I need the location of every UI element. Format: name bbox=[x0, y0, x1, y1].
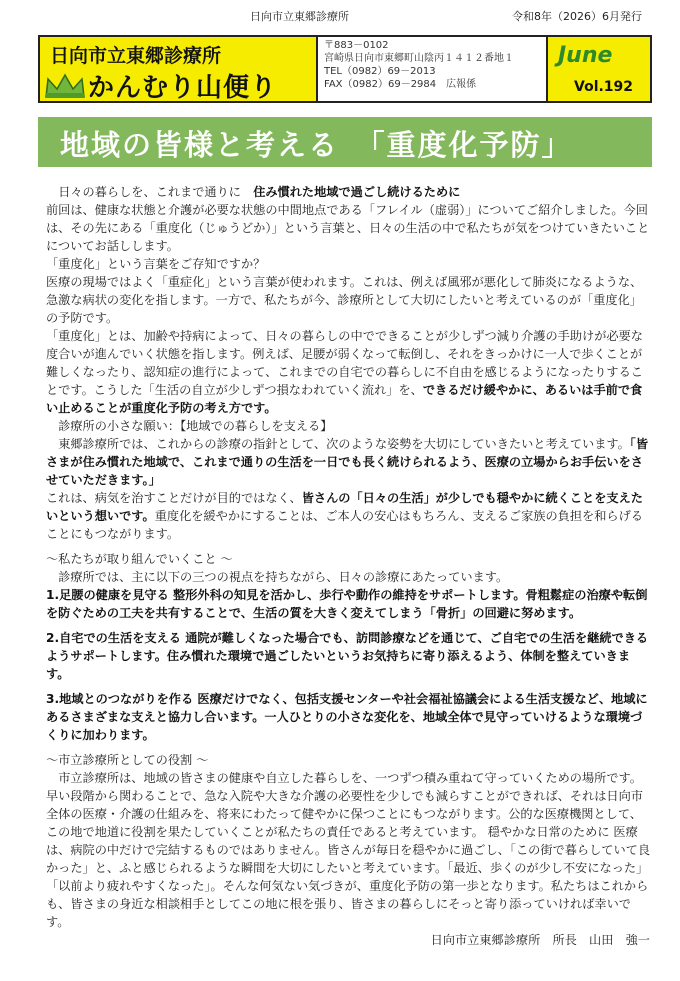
article-body bbox=[46, 183, 650, 949]
paragraph bbox=[46, 327, 650, 417]
top-clinic-name: 日向市立東郷診療所 bbox=[250, 10, 349, 23]
list-item: 3.地域とのつながりを作る 医療だけでなく、包括支援センターや社会福祉協議会による生活支援など、地域にあるさまざまな支えと協力し合います。一人ひとりの小さな変化を、地域全体で見守っていけるような環境づくりに加わります。 bbox=[46, 692, 648, 742]
brand-box bbox=[38, 35, 318, 103]
paragraph: 前回は、健康な状態と介護が必要な状態の中間地点である「フレイル（虚弱）」についてご紹介しました。今回は、その先にある「重度化（じゅうどか）」という言葉と、日々の生活の中で私たちが気をつけていきたいことについてお話しします。 bbox=[46, 203, 650, 253]
headline-title: 地域の皆様と考える 「重度化予防」 bbox=[60, 128, 573, 162]
issue-box bbox=[548, 35, 652, 103]
list-item: 1.足腰の健康を見守る 整形外科の知見を活かし、歩行や動作の維持をサポートします。骨粗鬆症の治療や転倒を防ぐための工夫を共有することで、生活の質を大きく変えてしまう「骨折」の回避に努めます。 bbox=[46, 588, 648, 620]
contact-tel: TEL（0982）69－2013 bbox=[324, 66, 436, 77]
contact-postal: 〒883－0102 bbox=[324, 40, 389, 51]
issue-volume: Vol.192 bbox=[574, 79, 634, 95]
paragraph-text: 重度化を緩やかにすることは、ご本人の安心はもちろん、支えるご家族の負担を和らげることにもつながります。 bbox=[46, 509, 643, 541]
contact-address: 宮崎県日向市東郷町山陰丙１４１２番地１ bbox=[324, 53, 514, 64]
list-item: 2.自宅での生活を支える 通院が難しくなった場合でも、訪問診療などを通じて、ご自宅での生活を継続できるようサポートします。住み慣れた環境で過ごしたいというお気持ちに寄り添えるよう、体制を整えていきます。 bbox=[46, 631, 649, 681]
paragraph: 医療の現場ではよく「重症化」という言葉が使われます。これは、例えば風邪が悪化して肺炎になるような、急激な病状の変化を指します。一方で、私たちが今、診療所として大切にしたいと考えているのが「重度化」の予防です。 bbox=[46, 275, 643, 325]
issue-month: June bbox=[558, 43, 613, 68]
top-line bbox=[0, 8, 680, 24]
paragraph: 診療所では、主に以下の三つの視点を持ちながら、日々の診療にあたっています。 bbox=[58, 570, 509, 584]
paragraph bbox=[46, 435, 650, 489]
clinic-title: 日向市立東郷診療所 bbox=[50, 45, 222, 67]
crown-icon bbox=[44, 73, 86, 99]
paragraph bbox=[46, 489, 650, 543]
paragraph-text: 東郷診療所では、これからの診療の指針として、次のような姿勢を大切にしていきたいと考えています。 bbox=[58, 437, 630, 451]
paragraph-emphasis: 「皆さまが住み慣れた地域で、これまで通りの生活を一日でも長く続けられるよう、医療の立場からお手伝いをさせていただきます。」 bbox=[46, 437, 649, 487]
paragraph: 市立診療所は、地域の皆さまの健康や自立した暮らしを、一つずつ積み重ねて守っていくための場所です。早い段階から関わることで、急な入院や大きな介護の必要性を少しでも減らすことができれば、それは日向市全体の医療・介護の仕組みを、将来にわたって健やかに保つことにもつながります。公的な医療機関として、この地で地道に役割を果たしていくことが私たちの責任であると考えています。 穏やかな日常のために 医療は、病院の中だけで完結するものではありません。皆さんが毎日を穏やかに過ごし、「この街で暮らしていて良かった」と、ふと感じられるような瞬間を大切にしたいと考えています。「最近、歩くのが少し不安になった」「以前より疲れやすくなった」。そんな何気ない気づきが、重度化予防の第一歩となります。私たちはこれからも、皆さまの身近な相談相手としてこの地に根を張り、皆さまの暮らしにそっと寄り添っていければ幸いです。 bbox=[46, 771, 651, 929]
section-heading: 診療所の小さな願い：【地域での暮らしを支える】 bbox=[58, 419, 333, 433]
paragraph-text: 「重度化」とは、加齢や持病によって、日々の暮らしの中でできることが少しずつ減り介護の手助けが必要な度合いが進んでいく状態を指します。例えば、足腰が弱くなって転倒し、それをきっかけに一人で歩くことが難しくなったり、認知症の進行によって、これまでの自宅での暮らしに不自由を感じるようになったりすることです。こうした「生活の自立が少しずつ損なわれていく流れ」を、 bbox=[46, 329, 643, 397]
section-heading: ～市立診療所としての役割 ～ bbox=[46, 753, 209, 767]
paragraph-emphasis: できるだけ緩やかに、あるいは手前で食い止めることが重度化予防の考え方です。 bbox=[46, 383, 643, 415]
lead-paragraph bbox=[46, 183, 650, 201]
headline-banner bbox=[38, 117, 652, 167]
section-heading: ～私たちが取り組んでいくこと ～ bbox=[46, 552, 233, 566]
signature: 日向市立東郷診療所 所長 山田 強一 bbox=[430, 933, 650, 947]
lead-text: 日々の暮らしを、これまで通りに bbox=[58, 185, 254, 199]
question-line: 「重度化」という言葉をご存知ですか？ bbox=[46, 257, 266, 271]
masthead bbox=[38, 35, 652, 103]
contact-info bbox=[318, 35, 548, 103]
issue-date: 令和8年（2026）6月発行 bbox=[512, 10, 642, 23]
newsletter-name: かんむり山便り bbox=[88, 73, 278, 103]
paragraph-text: これは、病気を治すことだけが目的ではなく、 bbox=[46, 491, 302, 505]
contact-fax: FAX（0982）69－2984 広報係 bbox=[324, 79, 477, 90]
lead-emphasis: 住み慣れた地域で過ごし続けるために bbox=[253, 185, 461, 199]
paragraph-emphasis: 皆さんの「日々の生活」が少しでも穏やかに続くことを支えたいという想いです。 bbox=[46, 491, 643, 523]
